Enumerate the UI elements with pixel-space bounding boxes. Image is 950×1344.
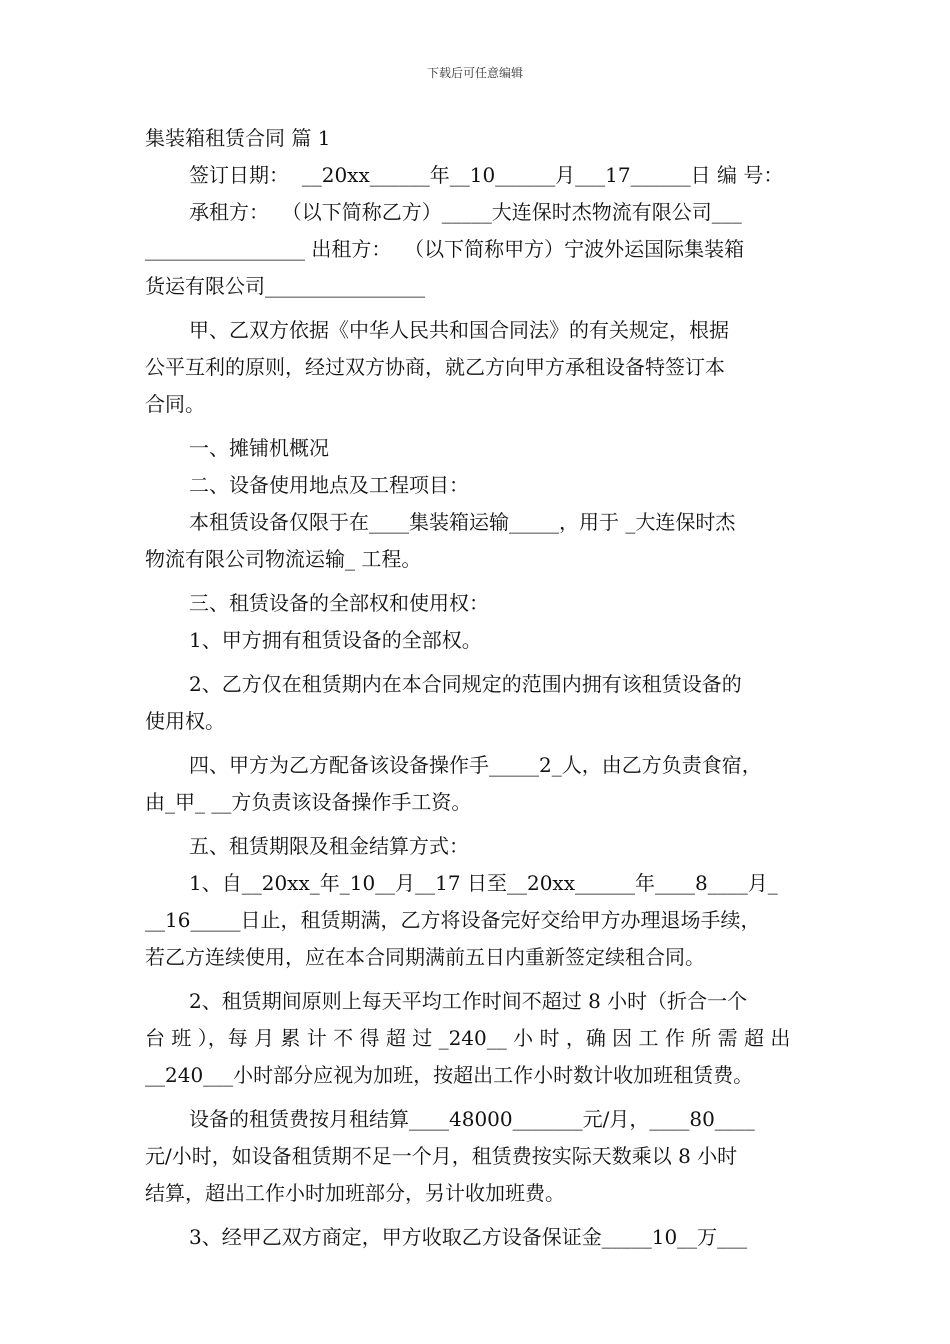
paragraph-line: __16_____日止，租赁期满，乙方将设备完好交给甲方办理退场手续，	[145, 908, 761, 932]
paragraph-line: 集装箱租赁合同 篇 1	[145, 126, 331, 150]
paragraph-gap	[145, 1094, 807, 1101]
paragraph-line: 2、租赁期间原则上每天平均工作时间不超过 8 小时（折合一个	[189, 989, 748, 1013]
paragraph-line: 由_甲_ __方负责该设备操作手工资。	[145, 790, 472, 814]
paragraph-line: 一、摊铺机概况	[189, 436, 329, 460]
paragraph-line: 合同。	[145, 392, 205, 416]
paragraph-line: 1、自__20xx_年_10__月__17 日至__20xx______年____8____月_	[189, 871, 778, 895]
paragraph-line: 二、设备使用地点及工程项目：	[189, 473, 469, 497]
paragraph-line: 2、乙方仅在租赁期内在本合同规定的范围内拥有该租赁设备的	[189, 672, 742, 696]
paragraph-line: __240___小时部分应视为加班，按超出工作小时数计收加班租赁费。	[145, 1063, 754, 1087]
paragraph-line: 3、经甲乙双方商定，甲方收取乙方设备保证金_____10__万___	[189, 1225, 748, 1249]
paragraph-gap	[145, 1212, 807, 1219]
paragraph-line: 台 班 ），每 月 累 计 不 得 超 过 _240__ 小 时 ，确 因 工 作 所 需 超 出	[145, 1026, 791, 1050]
paragraph-line: 若乙方连续使用，应在本合同期满前五日内重新签定续租合同。	[145, 945, 705, 969]
paragraph-line: 设备的租赁费按月租结算____48000_______元/月，____80____	[189, 1107, 755, 1131]
paragraph-gap	[145, 976, 807, 983]
paragraph-gap	[145, 305, 807, 312]
paragraph-line: 本租赁设备仅限于在____集装箱运输_____，用于 _大连保时杰	[189, 510, 736, 534]
paragraph-gap	[145, 423, 807, 430]
paragraph-line: 元/小时，如设备租赁期不足一个月，租赁费按实际天数乘以 8 小时	[145, 1144, 738, 1168]
paragraph-line: 结算，超出工作小时加班部分，另计收加班费。	[145, 1181, 565, 1205]
paragraph-line: ________________ 出租方： （以下简称甲方）宁波外运国际集装箱	[145, 237, 745, 261]
paragraph-line: 签订日期： __20xx______年__10______月___17______日 编 号：	[189, 163, 784, 187]
contract-body	[145, 120, 807, 1256]
paragraph-line: 五、租赁期限及租金结算方式：	[189, 834, 469, 858]
paragraph-line: 三、租赁设备的全部权和使用权：	[189, 591, 489, 615]
paragraph-gap	[145, 740, 807, 747]
paragraph-line: 物流有限公司物流运输_ 工程。	[145, 547, 422, 571]
paragraph-gap	[145, 821, 807, 828]
paragraph-line: 货运有限公司________________	[145, 274, 425, 298]
paragraph-line: 使用权。	[145, 709, 225, 733]
paragraph-line: 四、甲方为乙方配备该设备操作手_____2_人，由乙方负责食宿，	[189, 753, 762, 777]
paragraph-line: 承租方： （以下简称乙方）_____大连保时杰物流有限公司___	[189, 200, 742, 224]
paragraph-line: 公平互利的原则，经过双方协商，就乙方向甲方承租设备特签订本	[145, 355, 725, 379]
paragraph-line: 甲、乙双方依据《中华人民共和国合同法》的有关规定，根据	[189, 318, 729, 342]
paragraph-line: 1、甲方拥有租赁设备的全部权。	[189, 628, 482, 652]
paragraph-gap	[145, 659, 807, 666]
page-header-note: 下载后可任意编辑	[426, 66, 523, 80]
paragraph-gap	[145, 578, 807, 585]
